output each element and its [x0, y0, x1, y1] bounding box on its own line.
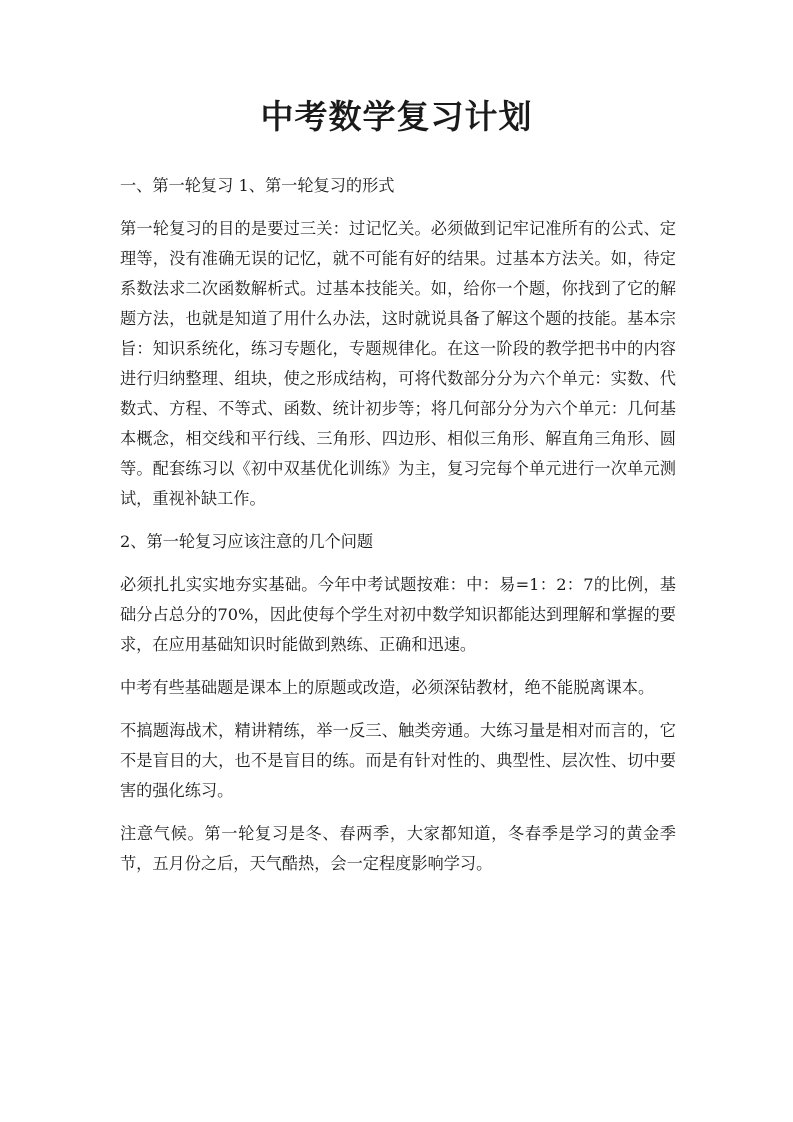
document-body — [120, 171, 676, 892]
section-heading-1: 一、第一轮复习 1、第一轮复习的形式 — [120, 176, 395, 195]
paragraph-climate: 注意气候。第一轮复习是冬、春两季，大家都知道，冬春季是学习的黄金季节，五月份之后，天气酷热，会一定程度影响学习。 — [120, 824, 676, 873]
section-heading-2: 2、第一轮复习应该注意的几个问题 — [120, 532, 374, 551]
document-title: 中考数学复习计划 — [260, 97, 533, 136]
paragraph-practice: 不搞题海战术，精讲精练，举一反三、触类旁通。大练习量是相对而言的，它不是盲目的大，也不是盲目的练。而是有针对性的、典型性、层次性、切中要害的强化练习。 — [120, 721, 676, 800]
paragraph-textbook: 中考有些基础题是课本上的原题或改造，必须深钻教材，绝不能脱离课本。 — [120, 678, 655, 697]
paragraph-first-round-goals: 第一轮复习的目的是要过三关：过记忆关。必须做到记牢记准所有的公式、定理等，没有准确无误的记忆，就不可能有好的结果。过基本方法关。如，待定系数法求二次函数解析式。过基本技能关。如，给你一个题，你找到了它的解题方法，也就是知道了用什么办法，这时就说具备了解这个题的技能。基本宗旨：知识系统化，练习专题化，专题规律化。在这一阶段的教学把书中的内容进行归纳整理、组块，使之形成结构，可将代数部分分为六个单元：实数、代数式、方程、不等式、函数、统计初步等；将几何部分分为六个单元：几何基本概念，相交线和平行线、三角形、四边形、相似三角形、解直角三角形、圆等。配套练习以《初中双基优化训练》为主，复习完每个单元进行一次单元测试，重视补缺工作。 — [120, 219, 676, 508]
paragraph-foundation: 必须扎扎实实地夯实基础。今年中考试题按难：中：易=1：2：7的比例，基础分占总分的70%，因此使每个学生对初中数学知识都能达到理解和掌握的要求，在应用基础知识时能做到熟练、正确和迅速。 — [120, 575, 676, 654]
